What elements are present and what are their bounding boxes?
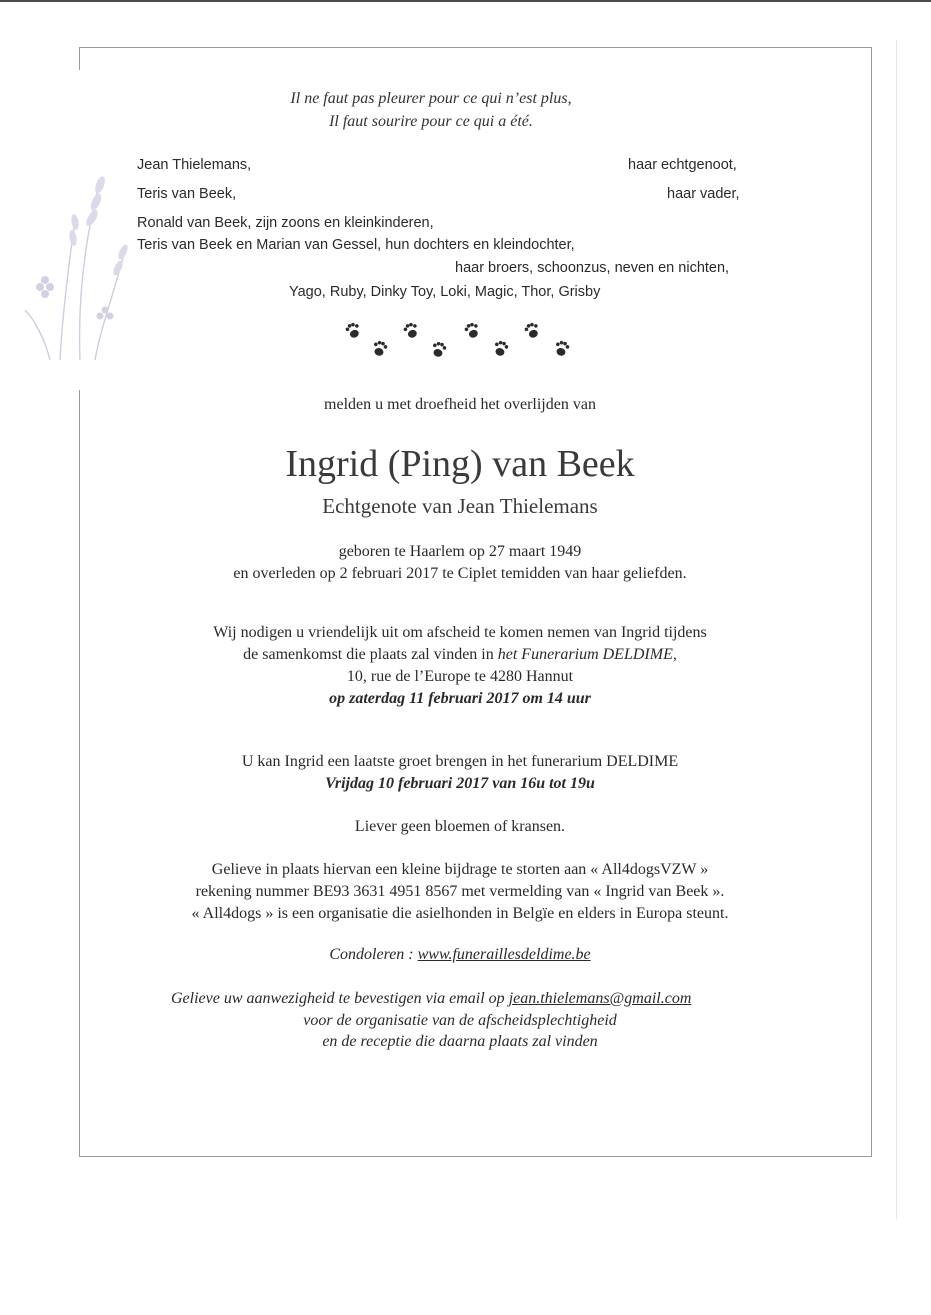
- paw-print-icon: [492, 340, 509, 358]
- scan-top-edge: [0, 0, 931, 2]
- paw-print-icon: [402, 321, 420, 339]
- scan-edge-line: [896, 40, 897, 1220]
- family-teris-role: haar vader,: [667, 186, 740, 202]
- paw-print-icon: [553, 340, 570, 358]
- wheat-flower-illustration: [20, 160, 130, 360]
- rsvp-line-2: voor de organisatie van de afscheidsplechtigheid: [303, 1012, 617, 1029]
- donation-line-3: « All4dogs » is een organisatie die asielhonden in Belgïe en elders in Europa steunt.: [191, 905, 729, 922]
- ceremony-location-prefix: de samenkomst die plaats zal vinden in: [243, 646, 498, 663]
- motto-line-1: Il ne faut pas pleurer pour ce qui n’est plus,: [290, 90, 572, 107]
- ceremony-datetime: op zaterdag 11 februari 2017 om 14 uur: [329, 690, 591, 707]
- paw-print-icon: [430, 341, 447, 359]
- family-jean-name: Jean Thielemans,: [137, 157, 252, 173]
- announcement-text: melden u met droefheid het overlijden van: [324, 396, 596, 413]
- flowers-note: Liever geen bloemen of kransen.: [354, 818, 566, 835]
- rsvp-line-3: en de receptie die daarna plaats zal vinden: [322, 1033, 598, 1050]
- family-teris-name: Teris van Beek,: [137, 186, 237, 202]
- deceased-name: Ingrid (Ping) van Beek: [285, 443, 635, 485]
- visit-datetime: Vrijdag 10 februari 2017 van 16u tot 19u: [325, 775, 595, 792]
- rsvp-email-link[interactable]: jean.thielemans@gmail.com: [508, 990, 692, 1007]
- family-jean-role: haar echtgenoot,: [628, 157, 737, 173]
- ceremony-location-line: [110, 646, 810, 664]
- deceased-subtitle: Echtgenote van Jean Thielemans: [322, 494, 598, 518]
- donation-line-1: Gelieve in plaats hiervan een kleine bijdrage te storten aan « All4dogsVZW »: [211, 861, 709, 878]
- rsvp-prefix: Gelieve uw aanwezigheid te bevestigen via email op: [171, 990, 509, 1007]
- paw-print-icon: [344, 321, 362, 339]
- family-pets: Yago, Ruby, Dinky Toy, Loki, Magic, Thor, Grisby: [289, 284, 601, 300]
- family-line-teris-marian: Teris van Beek en Marian van Gessel, hun dochters en kleindochter,: [137, 237, 575, 253]
- visit-text: U kan Ingrid een laatste groet brengen in het funerarium DELDIME: [241, 753, 679, 770]
- paw-print-icon: [463, 321, 481, 339]
- donation-line-2: rekening nummer BE93 3631 4951 8567 met vermelding van « Ingrid van Beek ».: [195, 883, 725, 900]
- rsvp-line-1: [171, 990, 691, 1008]
- funerarium-name: het Funerarium DELDIME,: [497, 646, 677, 663]
- birth-info: geboren te Haarlem op 27 maart 1949: [338, 543, 582, 560]
- family-line-siblings: haar broers, schoonzus, neven en nichten,: [455, 260, 730, 276]
- paw-print-icon: [523, 321, 541, 339]
- ceremony-invitation: Wij nodigen u vriendelijk uit om afscheid te komen nemen van Ingrid tijdens: [213, 624, 707, 641]
- death-info: en overleden op 2 februari 2017 te Ciplet temidden van haar geliefden.: [233, 565, 687, 582]
- motto-line-2: Il faut sourire pour ce qui a été.: [329, 113, 533, 130]
- funerarium-address: 10, rue de l’Europe te 4280 Hannut: [346, 668, 574, 685]
- family-line-ronald: Ronald van Beek, zijn zoons en kleinkinderen,: [137, 215, 434, 231]
- condolences-line: [110, 946, 810, 964]
- condolences-link[interactable]: www.funeraillesdeldime.be: [417, 946, 591, 963]
- paw-print-icon: [371, 340, 388, 358]
- condolences-label: Condoleren :: [329, 946, 418, 963]
- paw-prints-row: [335, 318, 585, 364]
